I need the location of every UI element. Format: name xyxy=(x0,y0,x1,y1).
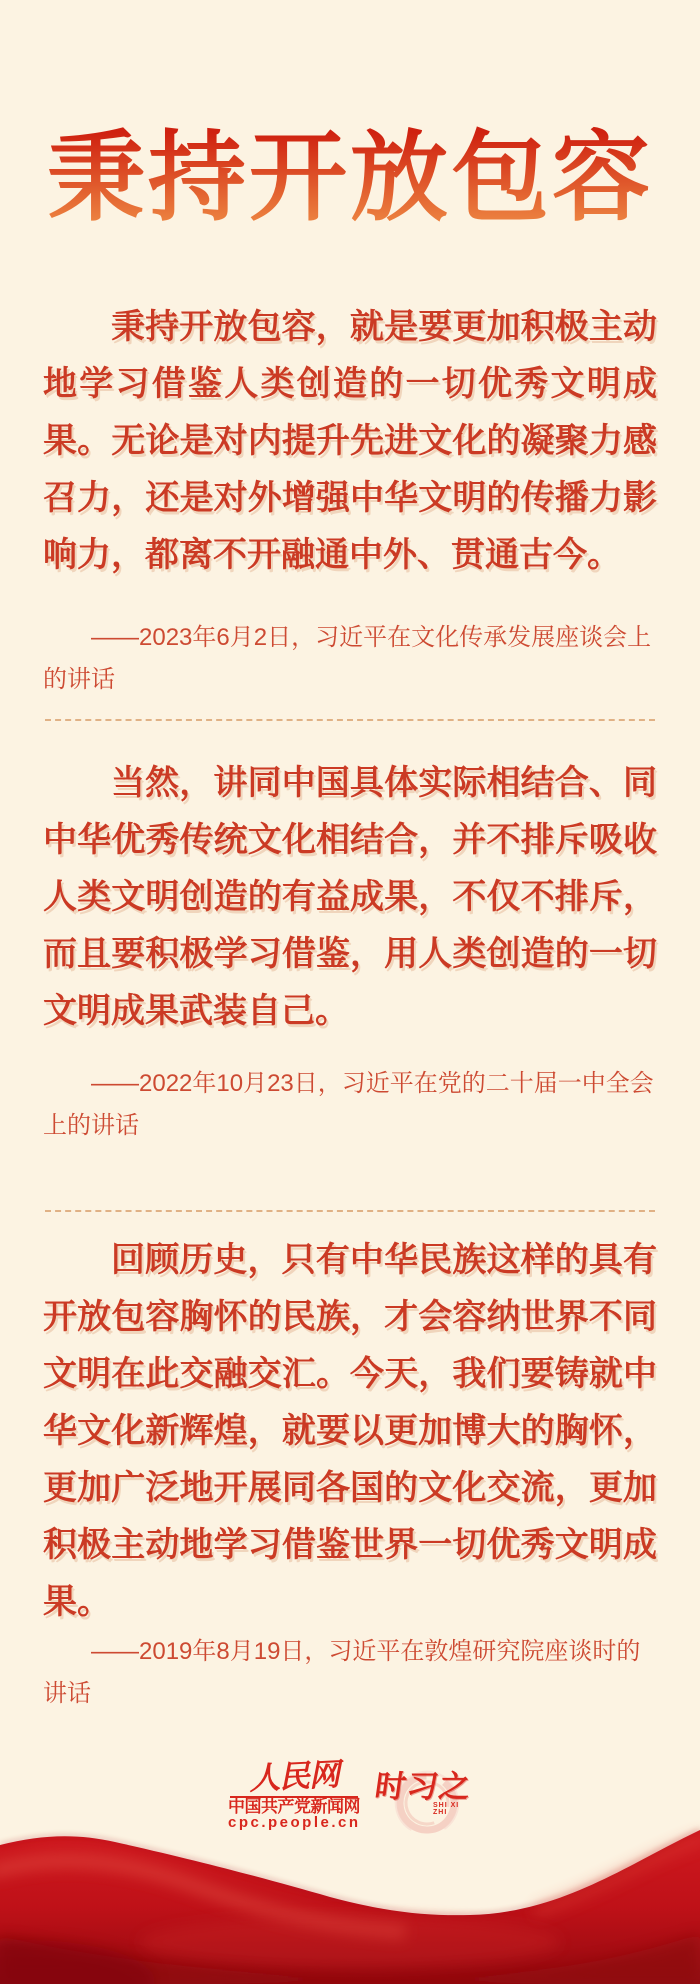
dashed-divider-1 xyxy=(45,719,655,721)
quote-1-attribution: ——2023年6月2日，习近平在文化传承发展座谈会上的讲话 xyxy=(43,624,652,693)
red-silk-wave xyxy=(0,1814,700,1984)
quote-2-attribution: ——2022年10月23日，习近平在党的二十届一中全会上的讲话 xyxy=(43,1070,654,1139)
page-title: 秉持开放包容 xyxy=(0,124,700,232)
peoples-daily-wordmark: 人民网 xyxy=(248,1756,340,1798)
shixizhi-subtitle: SHI XI ZHI xyxy=(433,1802,460,1816)
quote-3-text: 回顾历史，只有中华民族这样的具有开放包容胸怀的民族，才会容纳世界不同文明在此交融交汇。今天，我们要铸就中华文化新辉煌，就要以更加博大的胸怀，更加广泛地开展同各国的文化交流，更加积极主动地学习借鉴世界一切优秀文明成果。 xyxy=(43,1241,657,1621)
dashed-divider-2 xyxy=(45,1210,655,1212)
quote-1-text: 秉持开放包容，就是要更加积极主动地学习借鉴人类创造的一切优秀文明成果。无论是对内提升先进文化的凝聚力感召力，还是对外增强中华文明的传播力影响力，都离不开融通中外、贯通古今。 xyxy=(43,308,657,574)
cpc-news-site-name: 中国共产党新闻网 xyxy=(228,1797,360,1816)
shixizhi-wordmark: 时习之 xyxy=(372,1769,474,1804)
quote-2-text: 当然，讲同中国具体实际相结合、同中华优秀传统文化相结合，并不排斥吸收人类文明创造的有益成果，不仅不排斥，而且要积极学习借鉴，用人类创造的一切文明成果武装自己。 xyxy=(43,764,657,1030)
quote-3-attribution: ——2019年8月19日，习近平在敦煌研究院座谈时的讲话 xyxy=(43,1638,641,1707)
cpc-news-site-url: cpc.people.cn xyxy=(228,1814,361,1831)
wave-sheen xyxy=(140,1916,560,1968)
